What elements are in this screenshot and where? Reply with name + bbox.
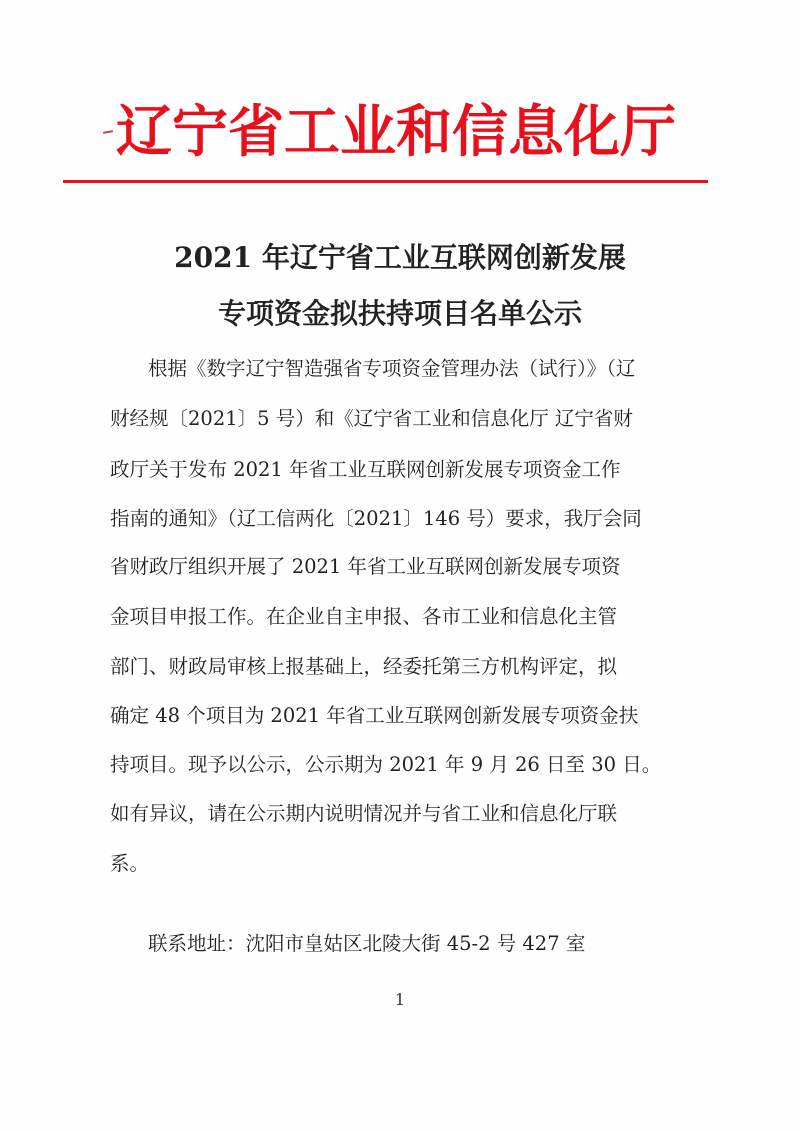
body-paragraph-line: 指南的通知》（辽工信两化〔2021〕146 号）要求，我厅会同: [110, 507, 642, 530]
body-paragraph-line: 部门、财政局审核上报基础上，经委托第三方机构评定，拟: [110, 655, 618, 678]
letterhead-red-rule: [63, 180, 708, 183]
contact-address: 联系地址：沈阳市皇姑区北陵大街 45-2 号 427 室: [148, 932, 586, 955]
body-paragraph-line: 系。: [110, 852, 150, 875]
body-paragraph-line: 确定 48 个项目为 2021 年省工业互联网创新发展专项资金扶: [110, 704, 639, 727]
page-number: 1: [394, 990, 406, 1009]
document-title-line-2: 专项资金拟扶持项目名单公示: [217, 297, 582, 330]
body-paragraph-line: 政厅关于发布 2021 年省工业互联网创新发展专项资金工作: [110, 458, 621, 481]
body-paragraph-line: 持项目。现予以公示，公示期为 2021 年 9 月 26 日至 30 日。: [110, 753, 662, 776]
body-paragraph-line: 金项目申报工作。在企业自主申报、各市工业和信息化主管: [110, 605, 618, 628]
letterhead-organization: 辽宁省工业和信息化厅: [116, 99, 676, 165]
body-paragraph-line: 省财政厅组织开展了 2021 年省工业互联网创新发展专项资: [110, 555, 621, 578]
body-paragraph-line: 根据《数字辽宁智造强省专项资金管理办法（试行）》（辽: [148, 357, 636, 380]
document-title-line-1: 2021 年辽宁省工业互联网创新发展: [174, 241, 626, 274]
body-paragraph-line: 财经规〔2021〕5 号）和《辽宁省工业和信息化厅 辽宁省财: [110, 407, 633, 430]
scan-artifact-mark: [103, 130, 113, 134]
body-paragraph-line: 如有异议，请在公示期内说明情况并与省工业和信息化厅联: [110, 802, 618, 825]
